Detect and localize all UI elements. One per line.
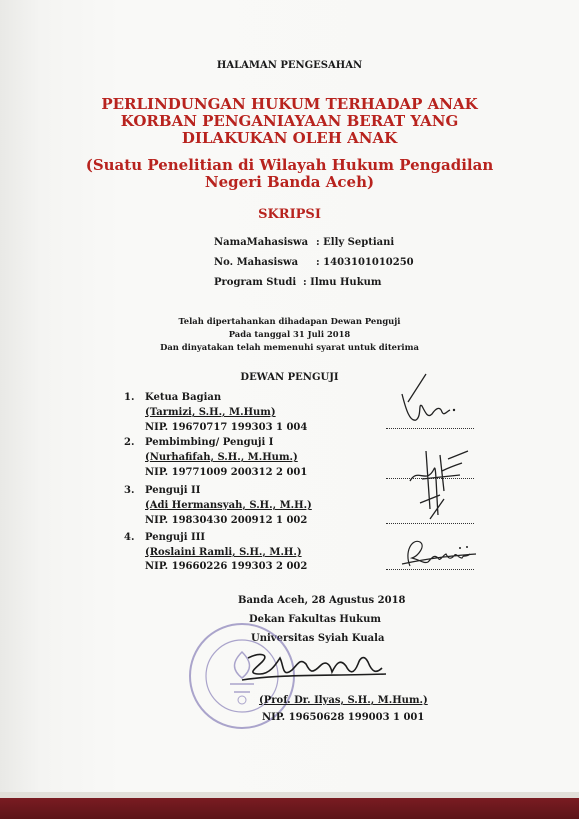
student-name-value: : Elly Septiani — [316, 237, 395, 248]
place-date: Banda Aceh, 28 Agustus 2018 — [238, 595, 406, 606]
examiner-number: 4. — [124, 532, 135, 543]
examiner-nip: NIP. 19670717 199303 1 004 — [145, 422, 308, 433]
examiner-nip: NIP. 19830430 200912 1 002 — [145, 515, 308, 526]
doc-type: SKRIPSI — [258, 207, 321, 222]
defense-line-2: Pada tanggal 31 Juli 2018 — [228, 329, 351, 339]
signature-1 — [396, 372, 466, 430]
binding-cover — [0, 798, 579, 819]
examiner-number: 3. — [124, 485, 135, 496]
examiner-role: Ketua Bagian — [145, 392, 222, 403]
examiner-nip: NIP. 19771009 200312 2 001 — [145, 467, 308, 478]
examiner-number: 1. — [124, 392, 135, 403]
thesis-title-line-2: KORBAN PENGANIAYAAN BERAT YANG — [120, 112, 459, 130]
thesis-subtitle-line-1: (Suatu Penelitian di Wilayah Hukum Pengadilan — [85, 156, 494, 174]
page-header: HALAMAN PENGESAHAN — [216, 60, 363, 71]
defense-line-3: Dan dinyatakan telah memenuhi syarat untuk diterima — [160, 342, 419, 352]
dean-name: (Prof. Dr. Ilyas, S.H., M.Hum.) — [259, 695, 428, 706]
examiner-name: (Roslaini Ramli, S.H., M.H.) — [145, 547, 302, 558]
examiner-number: 2. — [124, 437, 135, 448]
examiner-nip: NIP. 19660226 199303 2 002 — [145, 561, 308, 572]
thesis-title-line-3: DILAKUKAN OLEH ANAK — [181, 129, 398, 147]
examiner-name: (Nurhafifah, S.H., M.Hum.) — [145, 452, 298, 463]
defense-line-1: Telah dipertahankan dihadapan Dewan Penguji — [178, 316, 401, 326]
dean-nip: NIP. 19650628 199003 1 001 — [262, 712, 425, 723]
student-name-label: NamaMahasiswa — [214, 237, 309, 248]
dean-signature — [240, 644, 390, 688]
thesis-title-line-1: PERLINDUNGAN HUKUM TERHADAP ANAK — [101, 95, 478, 113]
examiner-role: Penguji II — [145, 485, 201, 496]
university-name: Universitas Syiah Kuala — [251, 633, 385, 644]
board-title: DEWAN PENGUJI — [240, 372, 339, 383]
student-number-value: : 1403101010250 — [316, 257, 414, 268]
signature-4 — [400, 532, 480, 572]
study-program-value: : Ilmu Hukum — [303, 277, 382, 288]
examiner-name: (Tarmizi, S.H., M.Hum) — [145, 407, 276, 418]
examiner-role: Penguji III — [145, 532, 206, 543]
thesis-subtitle-line-2: Negeri Banda Aceh) — [204, 173, 375, 191]
examiner-role: Pembimbing/ Penguji I — [145, 437, 274, 448]
student-number-label: No. Mahasiswa — [214, 257, 299, 268]
study-program-label: Program Studi — [214, 277, 297, 288]
dean-position: Dekan Fakultas Hukum — [249, 614, 381, 625]
signature-2 — [400, 445, 480, 525]
examiner-name: (Adi Hermansyah, S.H., M.H.) — [145, 500, 312, 511]
